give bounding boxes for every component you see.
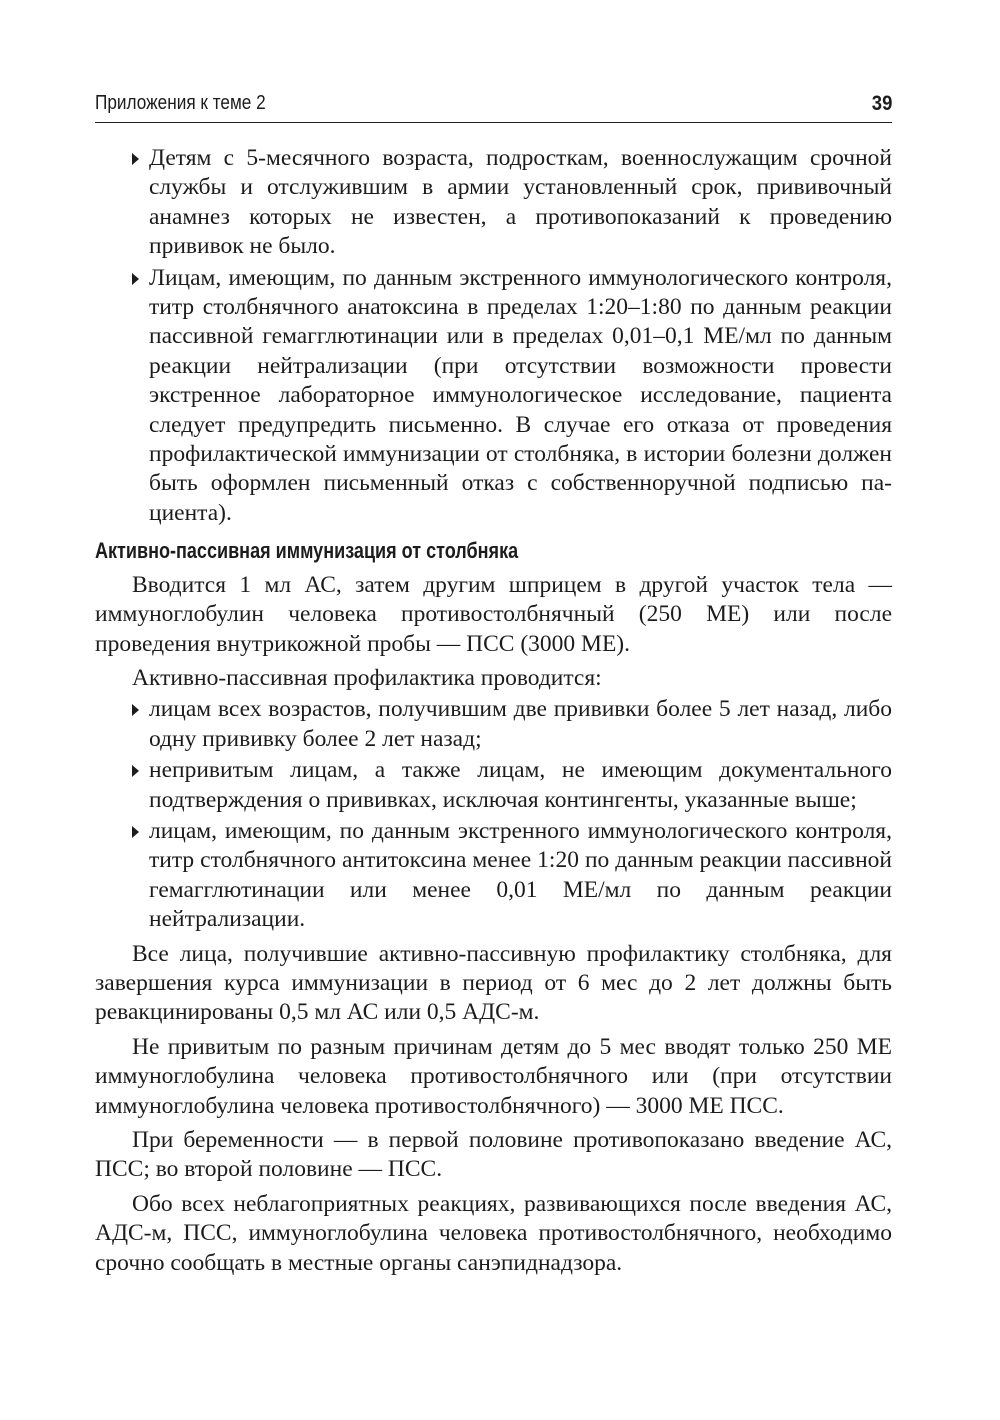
paragraph: Все лица, получившие активно-пассивную профилактику столбняка, для завершения курса иммунизации в период от 6 мес до 2 лет должны быть ревакцинированы 0,5 мл АС или 0,5 АДС-м.: [95, 940, 892, 1026]
list-item: [95, 817, 892, 935]
page-body: [95, 144, 892, 1278]
bullet-triangle-icon: [132, 826, 139, 838]
paragraph-intro: Вводится 1 мл АС, затем другим шприцем в другой участок тела — иммуноглобулин человека противостолбнячный (250 МЕ) или после проведения внутрикожной пробы — ПСС (3000 МЕ).: [95, 571, 892, 657]
list-item: [95, 695, 892, 754]
list-item-text: непривитым лицам, а также лицам, не имеющим документального подтверждения о прививках, исключая контингенты, указанные выше;: [149, 757, 892, 813]
page-number: 39: [871, 92, 892, 115]
paragraph: Не привитым по разным причинам детям до 5 мес вводят только 250 МЕ иммуноглобулина человека противостолбнячного или (при отсутствии иммуноглобулина человека противостолбнячного) — 3000 МЕ ПСС.: [95, 1033, 892, 1119]
list-item: [95, 144, 892, 262]
paragraph-list-lead: Активно-пассивная профилактика проводится:: [132, 664, 602, 691]
list-item-text: Детям с 5-месячного возраста, подросткам, военнослужащим срочной службы и отслужившим в армии установленный срок, прививочный анамнез которых не известен, а противопоказаний к проведению прививок не было.: [149, 145, 892, 260]
bullet-triangle-icon: [132, 153, 139, 165]
paragraph: При беременности — в первой половине противопоказано введение АС, ПСС; во второй половине — ПСС.: [95, 1127, 892, 1183]
list-item-text: лицам, имеющим, по данным экстренного иммунологического контроля, титр столбнячного антитоксина менее 1:20 по данным реакции пассивной гемагглютинации или менее 0,01 МЕ/мл по данным реакции нейтрализации.: [149, 817, 892, 933]
running-header-title: Приложения к теме 2: [95, 92, 266, 114]
list-item: [95, 756, 892, 815]
bullet-triangle-icon: [132, 273, 139, 285]
list-item-text: лицам всех возрастов, получившим две прививки более 5 лет назад, либо одну прививку более 2 лет назад;: [149, 696, 892, 752]
paragraph: Обо всех неблагоприятных реакциях, развивающихся после введения АС, АДС-м, ПСС, иммуноглобулина человека противостолбнячного, необходимо срочно сообщать в местные органы санэпиднадзора.: [95, 1190, 892, 1276]
running-header: [95, 88, 892, 123]
bullet-triangle-icon: [132, 765, 139, 777]
bullet-triangle-icon: [132, 704, 139, 716]
section-heading: Активно-пассивная иммунизация от столбняка: [95, 538, 519, 564]
list-item-text: Лицам, имеющим, по данным экстренного иммунологического контроля, титр столбнячного анатоксина в пределах 1:20–1:80 по данным реакции пассивной гемагглютинации или в пределах 0,01–0,1 МЕ/мл по данным реакции нейтрализации (при отсутствии возможности провести экстренное лабораторное иммунологическое исследование, пациента следует предупредить письменно. В случае его отказа от проведения профилактической иммунизации от столбняка, в истории болезни должен быть оформлен письменный отказ с собственноручной подписью пациента).: [149, 264, 892, 526]
list-item: [95, 264, 892, 529]
